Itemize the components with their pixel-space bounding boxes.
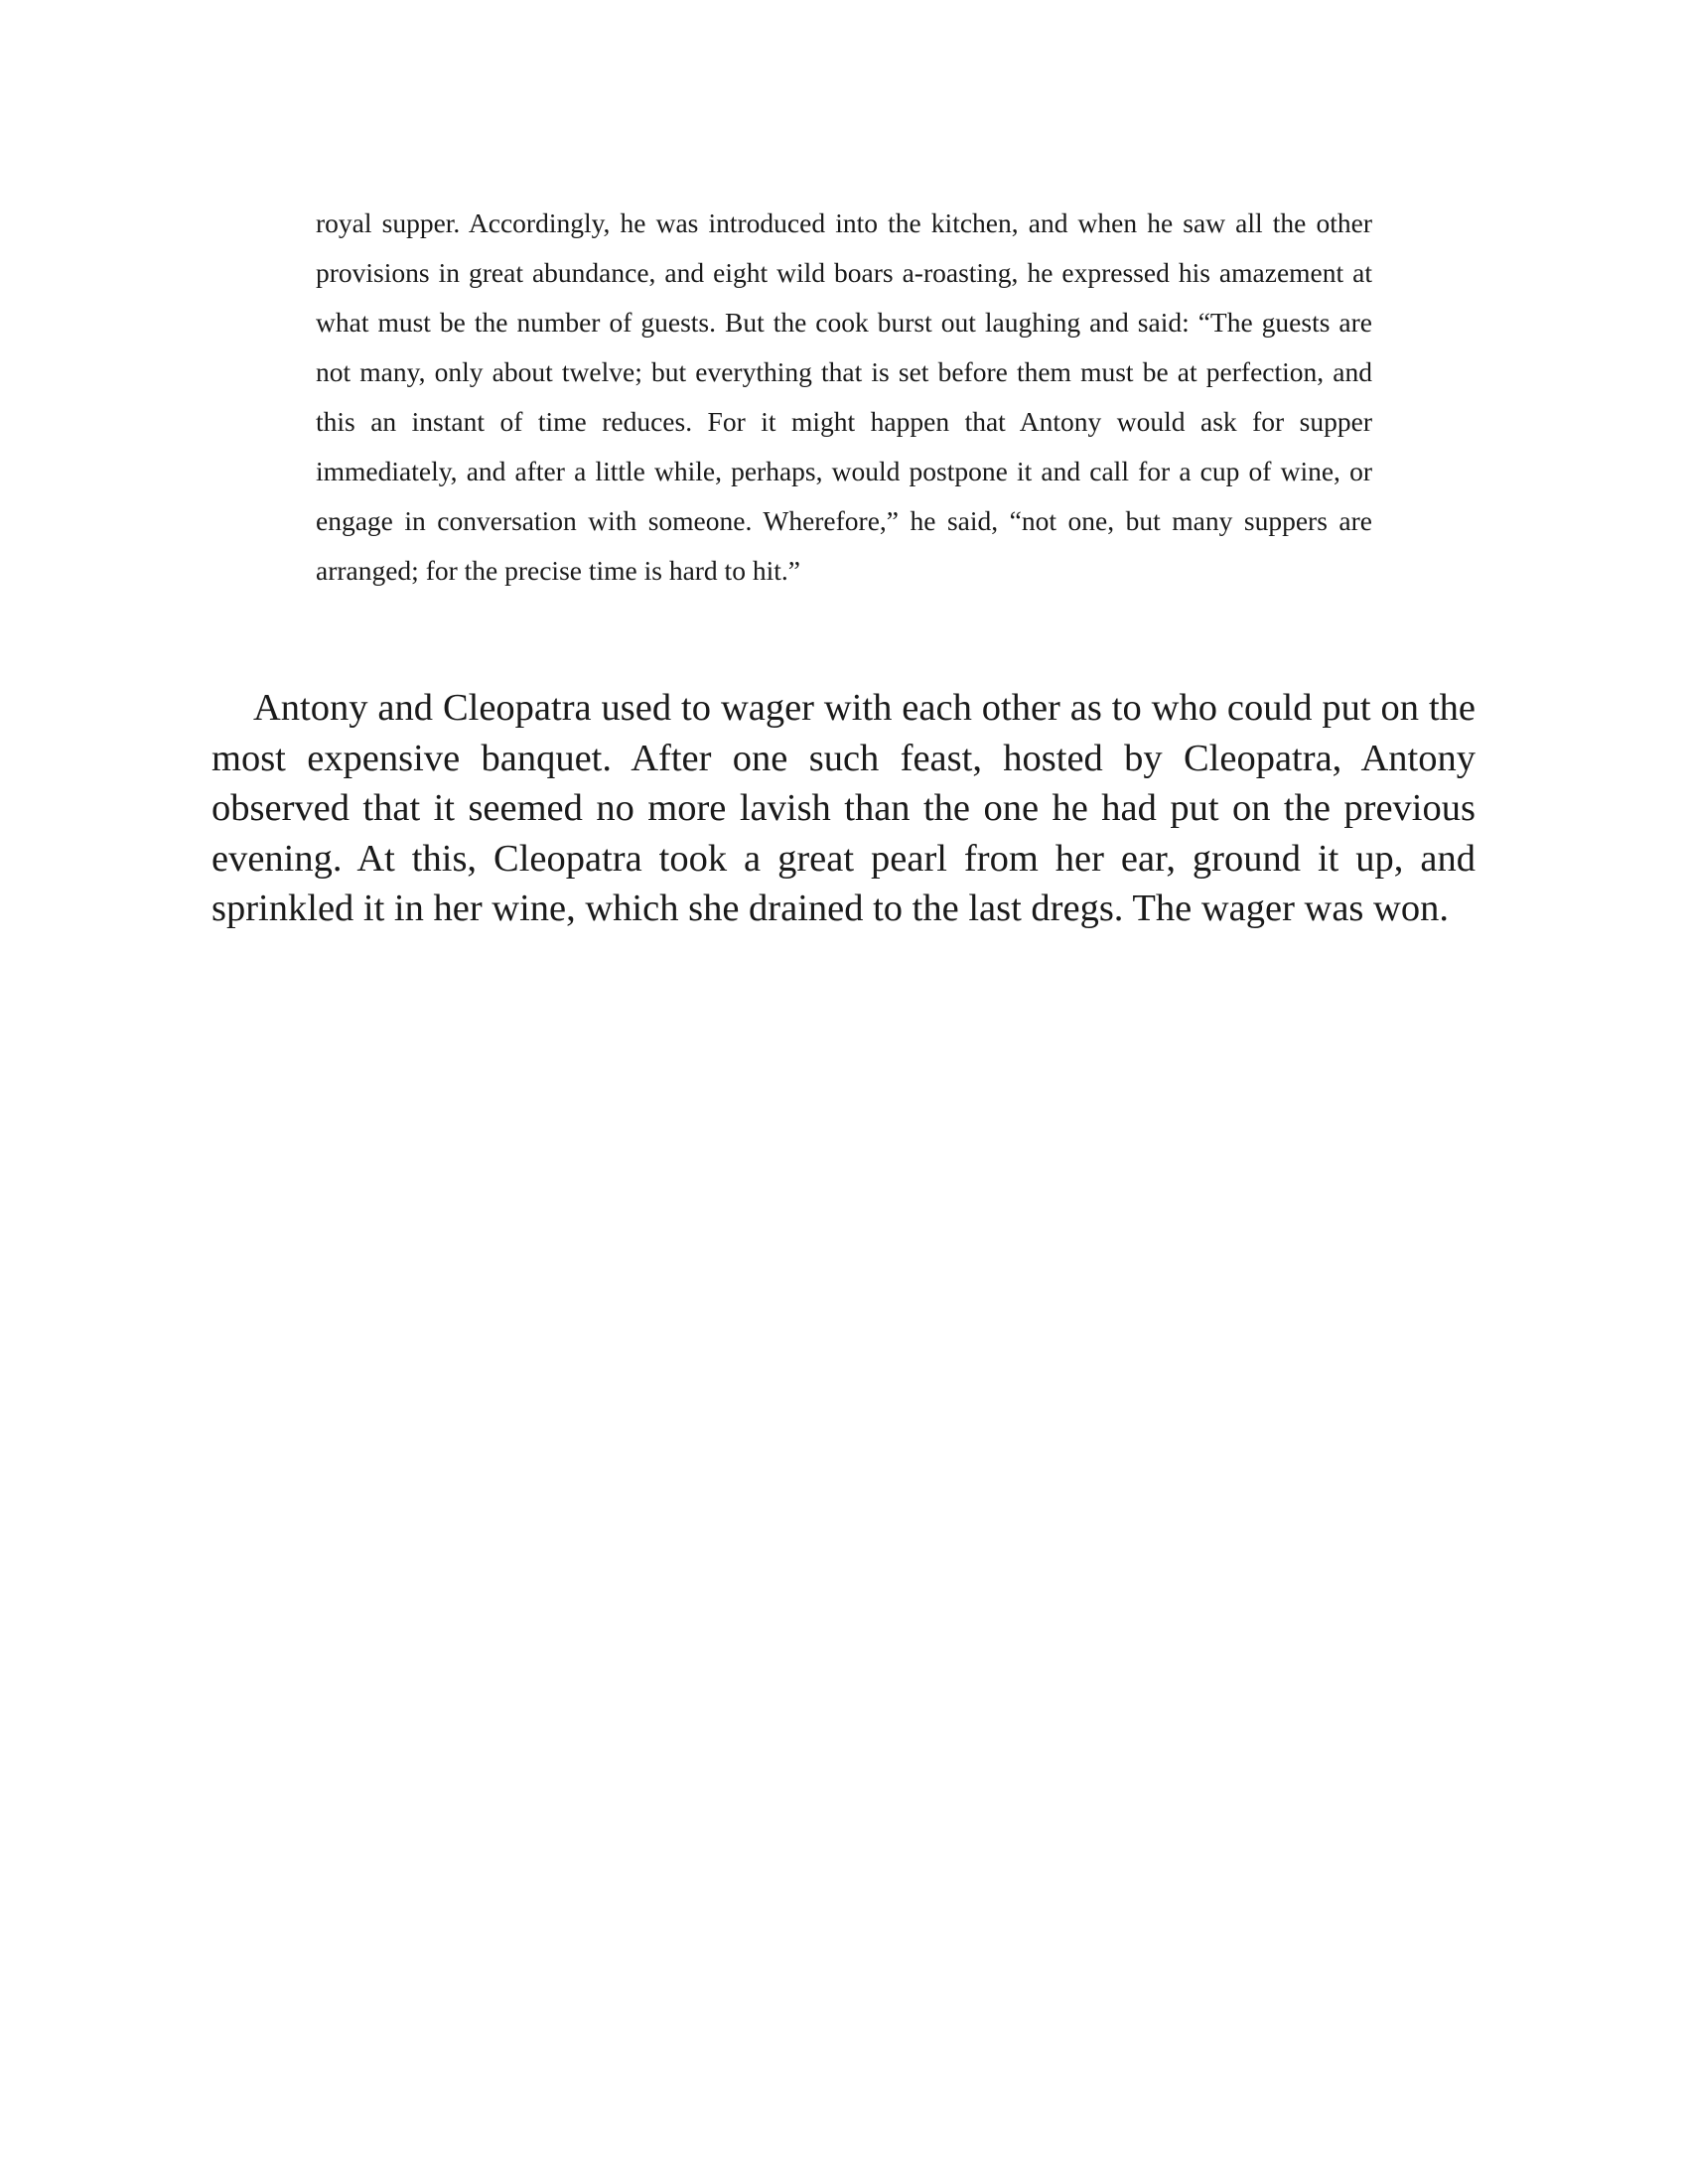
body-paragraph: Antony and Cleopatra used to wager with each other as to who could put on the most expensive banquet. After one such feast, hosted by Cleopatra, Antony observed that it seemed no more lavish than the one he had put on the previous evening. At this, Cleopatra took a great pearl from her ear, ground it up, and sprinkled it in her wine, which she drained to the last dregs. The wager was won. <box>211 687 1476 929</box>
block-quote: royal supper. Accordingly, he was introduced into the kitchen, and when he saw all the other provisions in great abundance, and eight wild boars a-roasting, he expressed his amazement at what must be the number of guests. But the cook burst out laughing and said: “The guests are not many, only about twelve; but everything that is set before them must be at perfection, and this an instant of time reduces. For it might happen that Antony would ask for supper immediately, and after a little while, perhaps, would postpone it and call for a cup of wine, or engage in conversation with someone. Wherefore,” he said, “not one, but many suppers are arranged; for the precise time is hard to hit.” <box>316 207 1372 586</box>
